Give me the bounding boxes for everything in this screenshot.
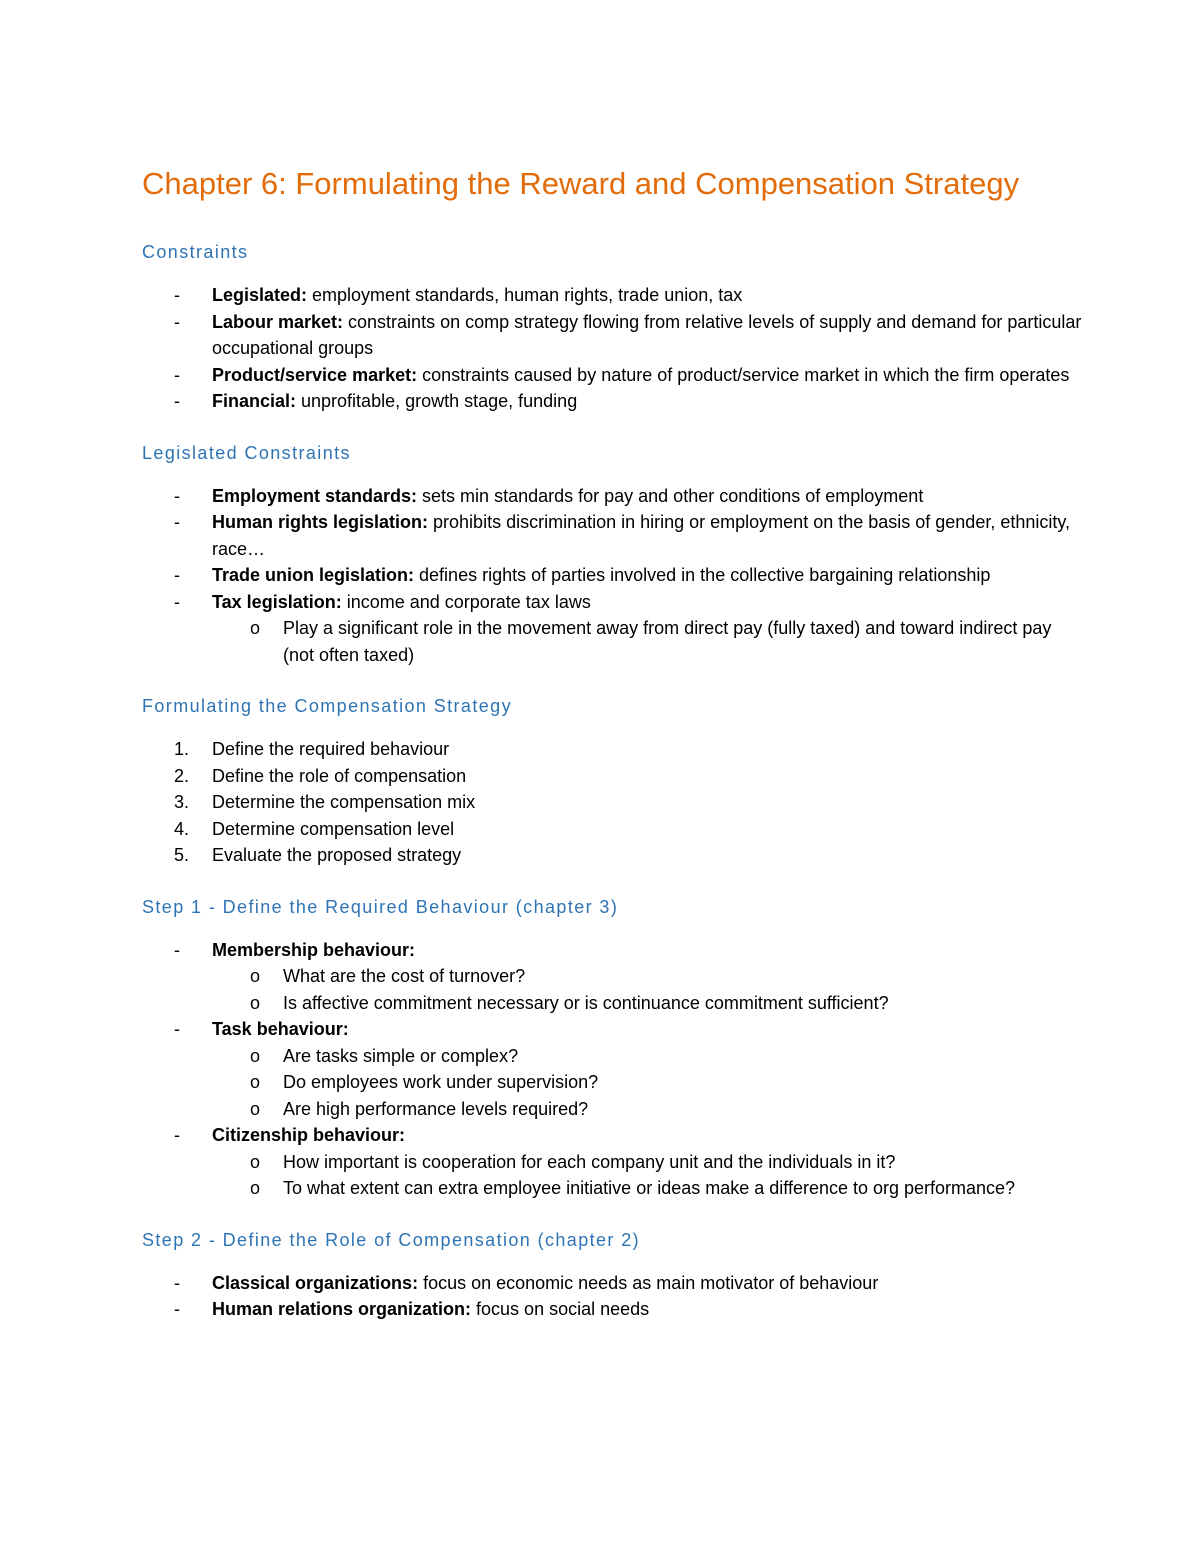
sub-list: [212, 1043, 1082, 1123]
item-text: Determine the compensation mix: [212, 792, 476, 812]
list-item: [142, 362, 1082, 389]
item-text: unprofitable, growth stage, funding: [296, 391, 578, 411]
sub-list-item: [142, 1175, 1082, 1202]
list-item: [142, 789, 1082, 816]
sub-item-text: Is affective commitment necessary or is continuance commitment sufficient?: [283, 992, 889, 1013]
dash-marker: -: [174, 391, 180, 411]
section-heading-constraints: Constraints: [142, 242, 249, 262]
sub-item-text: Are high performance levels required?: [283, 1098, 589, 1119]
item-text: defines rights of parties involved in the collective bargaining relationship: [414, 565, 991, 585]
constraints-list: [142, 282, 1082, 415]
number-marker: 2.: [174, 765, 190, 786]
list-item: [142, 1016, 1082, 1122]
item-term: Legislated:: [212, 285, 308, 305]
item-term: Human rights legislation:: [212, 512, 429, 532]
item-text: Determine compensation level: [212, 818, 455, 839]
item-term: Citizenship behaviour:: [212, 1125, 406, 1145]
bullet-marker: o: [250, 1151, 261, 1172]
item-term: Task behaviour:: [212, 1019, 349, 1039]
item-term: Tax legislation:: [212, 591, 342, 612]
number-marker: 1.: [174, 739, 190, 759]
sub-list-item: [142, 1043, 1082, 1070]
formulating-steps-list: [142, 736, 1082, 869]
section-heading-legislated: Legislated Constraints: [142, 442, 351, 463]
dash-marker: -: [174, 565, 180, 585]
item-text: constraints caused by nature of product/service market in which the firm operates: [417, 364, 1070, 385]
section-heading-step2: Step 2 - Define the Role of Compensation (chapter 2): [142, 1229, 641, 1250]
page-title: Chapter 6: Formulating the Reward and Compensation Strategy: [142, 166, 1020, 201]
sub-list: [212, 1149, 1082, 1202]
sub-item-text: How important is cooperation for each company unit and the individuals in it?: [283, 1151, 896, 1172]
number-marker: 4.: [174, 818, 190, 839]
item-text: focus on social needs: [471, 1299, 650, 1319]
list-item: [142, 562, 1082, 589]
item-text: income and corporate tax laws: [341, 591, 591, 612]
item-text: sets min standards for pay and other conditions of employment: [417, 485, 924, 506]
dash-marker: -: [174, 285, 180, 305]
list-item: [142, 937, 1082, 1017]
item-text: Define the required behaviour: [212, 739, 450, 759]
sub-list-item: [142, 615, 1082, 668]
item-term: Financial:: [212, 391, 297, 411]
number-marker: 5.: [174, 845, 190, 865]
document-content: [142, 166, 1082, 1349]
bullet-marker: o: [250, 1045, 261, 1066]
dash-marker: -: [174, 512, 180, 532]
item-text: Define the role of compensation: [212, 765, 467, 786]
sub-item-text: Play a significant role in the movement away from direct pay (fully taxed) and toward indirect pay (not often taxed): [283, 618, 1052, 665]
sub-item-text: To what extent can extra employee initiative or ideas make a difference to org performance?: [283, 1178, 1016, 1198]
bullet-marker: o: [250, 618, 261, 638]
list-item: [142, 282, 1082, 309]
legislated-list: [142, 483, 1082, 669]
sub-item-text: What are the cost of turnover?: [283, 966, 526, 986]
dash-marker: -: [174, 485, 180, 506]
bullet-marker: o: [250, 992, 261, 1013]
sub-list: [212, 615, 1082, 668]
item-text: constraints on comp strategy flowing from relative levels of supply and demand for particular occupational groups: [212, 311, 1082, 358]
list-item: [142, 736, 1082, 763]
list-item: [142, 309, 1082, 362]
item-term: Human relations organization:: [212, 1299, 472, 1319]
bullet-marker: o: [250, 966, 261, 986]
sub-list-item: [142, 990, 1082, 1017]
list-item: [142, 763, 1082, 790]
list-item: [142, 842, 1082, 869]
item-term: Employment standards:: [212, 485, 418, 506]
item-text: prohibits discrimination in hiring or employment on the basis of gender, ethnicity, race…: [212, 512, 1071, 559]
item-text: employment standards, human rights, trade union, tax: [307, 285, 743, 305]
dash-marker: -: [174, 364, 180, 385]
bullet-marker: o: [250, 1072, 261, 1092]
section-heading-formulating: Formulating the Compensation Strategy: [142, 696, 512, 716]
dash-marker: -: [174, 939, 180, 960]
list-item: [142, 816, 1082, 843]
step1-list: [142, 937, 1082, 1202]
list-item: [142, 589, 1082, 669]
item-term: Product/service market:: [212, 364, 418, 385]
item-term: Classical organizations:: [212, 1272, 419, 1293]
dash-marker: -: [174, 1019, 180, 1039]
sub-list-item: [142, 1069, 1082, 1096]
section-heading-step1: Step 1 - Define the Required Behaviour (chapter 3): [142, 896, 619, 917]
list-item: [142, 1122, 1082, 1202]
item-text: focus on economic needs as main motivator of behaviour: [418, 1272, 879, 1293]
list-item: [142, 1296, 1082, 1323]
list-item: [142, 1270, 1082, 1297]
step2-list: [142, 1270, 1082, 1323]
sub-list-item: [142, 963, 1082, 990]
dash-marker: -: [174, 1272, 180, 1293]
item-text: Evaluate the proposed strategy: [212, 845, 462, 865]
sub-list-item: [142, 1096, 1082, 1123]
sub-item-text: Do employees work under supervision?: [283, 1072, 599, 1092]
dash-marker: -: [174, 1125, 180, 1145]
sub-item-text: Are tasks simple or complex?: [283, 1045, 519, 1066]
dash-marker: -: [174, 591, 180, 612]
item-term: Labour market:: [212, 311, 344, 332]
bullet-marker: o: [250, 1178, 261, 1198]
dash-marker: -: [174, 311, 180, 332]
bullet-marker: o: [250, 1098, 261, 1119]
dash-marker: -: [174, 1299, 180, 1319]
list-item: [142, 483, 1082, 510]
item-term: Trade union legislation:: [212, 565, 415, 585]
sub-list-item: [142, 1149, 1082, 1176]
sub-list: [212, 963, 1082, 1016]
list-item: [142, 509, 1082, 562]
number-marker: 3.: [174, 792, 190, 812]
list-item: [142, 388, 1082, 415]
item-term: Membership behaviour:: [212, 939, 416, 960]
